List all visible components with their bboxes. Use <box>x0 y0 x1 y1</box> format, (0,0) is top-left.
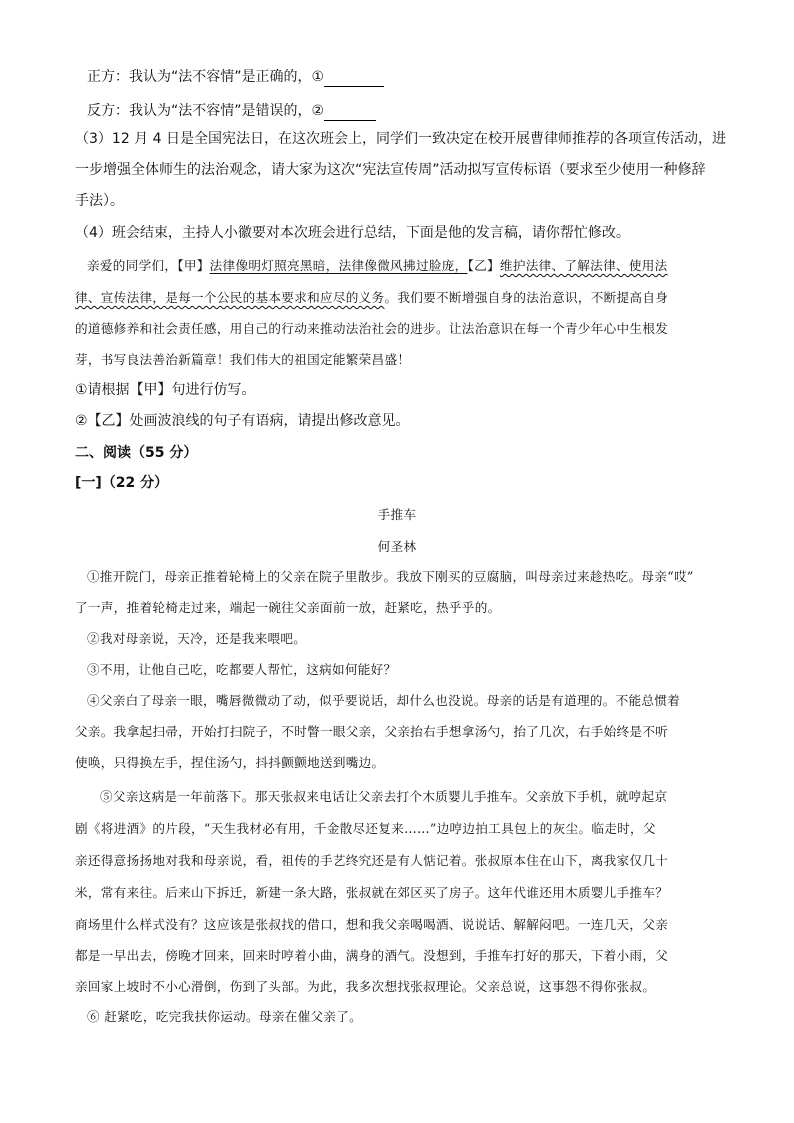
answer-blank-2[interactable] <box>324 106 376 121</box>
para-4-line-2: 父亲。我拿起扫帚，开始打扫院子，不时瞥一眼父亲，父亲抬右手想拿汤勺，抬了几次，右手始终是不听 <box>75 724 669 739</box>
para-1-line-2: 了一声，推着轮椅走过来，端起一碗往父亲面前一放，赶紧吃，热乎乎的。 <box>75 600 501 615</box>
q3-line-3: 手法）。 <box>75 193 124 209</box>
con-text: 反方：我认为“法不容情”是错误的，② <box>87 103 325 119</box>
marker-jia: 【甲】 <box>177 258 210 273</box>
para-4-line-3: 使唤，只得换左手，捏住汤勺，抖抖颤颤地送到嘴边。 <box>75 755 385 770</box>
para-5-line-5: 商场里什么样式没有？这应该是张叔找的借口，想和我父亲喝喝酒、说说话、解解闷吧。一连几天，父亲 <box>75 917 669 932</box>
para-5-line-1: ⑤父亲这病是一年前落下。那天张叔来电话让父亲去打个木质婴儿手推车。父亲放下手机，就哼起京 <box>100 789 668 804</box>
pro-line <box>87 67 384 87</box>
sentence-jia: 法律像明灯照亮黑暗，法律像微风拂过脸庞， <box>209 258 468 273</box>
para-5-line-2: 剧《将进酒》的片段，“天生我材必有用，千金散尽还复来……”边哼边拍工具包上的灰尘。临走时，父 <box>75 821 656 836</box>
marker-yi: 【乙】 <box>467 258 500 273</box>
para-4-line-1: ④父亲白了母亲一眼，嘴唇微微动了动，似乎要说话，却什么也没说。母亲的话是有道理的。不能总惯着 <box>87 693 681 708</box>
subq-a: ①请根据【甲】句进行仿写。 <box>75 382 256 398</box>
para-1-line-1: ①推开院门，母亲正推着轮椅上的父亲在院子里散步。我放下刚买的豆腐脑，叫母亲过来趁热吃。母亲“哎” <box>87 569 694 584</box>
speech-line-3: 的道德修养和社会责任感，用自己的行动来推动法治社会的进步。让法治意识在每一个青少年心中生根发 <box>75 321 669 336</box>
speech-line-4: 芽，书写良法善治新篇章！我们伟大的祖国定能繁荣昌盛！ <box>75 352 411 367</box>
speech-line-1: 亲爱的同学们，【甲】法律像明灯照亮黑暗，法律像微风拂过脸庞，【乙】维护法律、了解法律、使用法 <box>87 258 668 273</box>
answer-blank-1[interactable] <box>324 72 384 87</box>
section-subtitle: [一]（22 分） <box>75 475 169 491</box>
para-5-line-4: 米，常有来往。后来山下拆迁，新建一条大路，张叔就在郊区买了房子。这年代谁还用木质婴儿手推车？ <box>75 885 669 900</box>
q4-line-1: （4）班会结束，主持人小徽要对本次班会进行总结，下面是他的发言稿，请你帮忙修改。 <box>75 225 630 241</box>
article-title: 手推车 <box>377 507 417 522</box>
article-author: 何圣林 <box>377 539 417 554</box>
pro-text: 正方：我认为“法不容情”是正确的，① <box>87 69 325 85</box>
speech-line-2: 律、宣传法律，是每一个公民的基本要求和应尽的义务。我们要不断增强自身的法治意识，不断提高自身 <box>75 290 669 305</box>
para-5-line-7: 亲回家上坡时不小心滑倒，伤到了头部。为此，我多次想找张叔理论。父亲总说，这事怨不得你张叔。 <box>75 979 656 994</box>
sentence-yi-part2: 律、宣传法律，是每一个公民的基本要求和应尽的义务 <box>75 290 385 305</box>
section-title: 二、阅读（55 分） <box>75 445 198 461</box>
para-2: ②我对母亲说，天冷，还是我来喂吧。 <box>87 631 307 646</box>
para-5-line-6: 都是一早出去，傍晚才回来，回来时哼着小曲，满身的酒气。没想到，手推车打好的那天，下着小雨，父 <box>75 948 669 963</box>
subq-b: ②【乙】处画波浪线的句子有语病，请提出修改意见。 <box>75 413 410 429</box>
para-3: ③不用，让他自己吃，吃都要人帮忙，这病如何能好？ <box>87 662 397 677</box>
sentence-yi-part1: 维护法律、了解法律、使用法 <box>499 258 668 273</box>
para-6: ⑥ 赶紧吃，吃完我扶你运动。母亲在催父亲了。 <box>87 1009 363 1024</box>
con-line <box>87 101 376 121</box>
q3-line-2: 一步增强全体师生的法治观念，请大家为这次“宪法宣传周”活动拟写宣传标语（要求至少使用一种修辞 <box>75 162 706 178</box>
para-5-line-3: 亲还得意扬扬地对我和母亲说，看，祖传的手艺终究还是有人惦记着。张叔原本住在山下，离我家仅几十 <box>75 853 669 868</box>
q3-line-1: （3）12 月 4 日是全国宪法日，在这次班会上，同学们一致决定在校开展曹律师推荐的各项宣传活动，进 <box>75 131 726 147</box>
